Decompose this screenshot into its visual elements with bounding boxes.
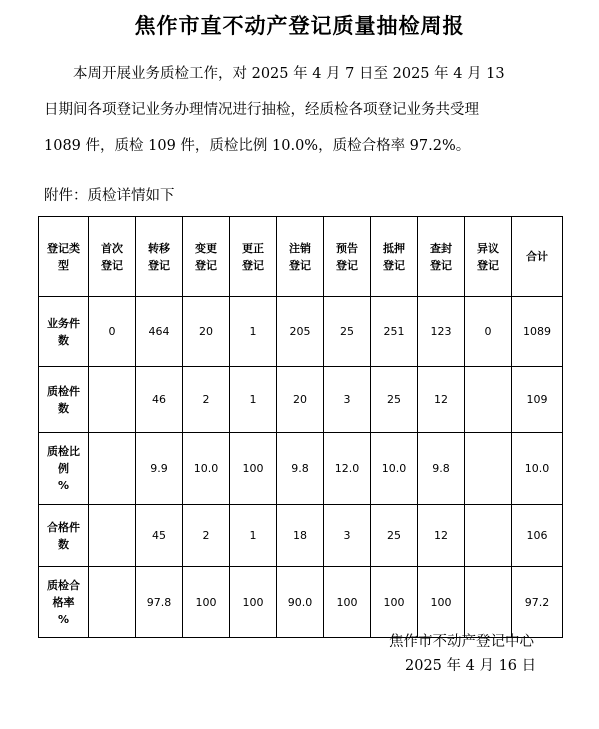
report-title: 焦作市直不动产登记质量抽检周报 — [134, 13, 465, 38]
cell-line: 注销 — [289, 241, 311, 255]
table-cell: 464 — [136, 297, 183, 367]
issuing-organization: 焦作市不动产登记中心 — [389, 634, 534, 650]
header-cell — [277, 217, 324, 297]
table-cell: 10.0 — [183, 433, 230, 505]
table-cell: 0 — [465, 297, 512, 367]
header-cell — [89, 217, 136, 297]
table-cell: 20 — [277, 367, 324, 433]
summary-line-2: 日期间各项登记业务办理情况进行抽检，经质检各项登记业务共受理 — [44, 102, 479, 118]
row-header-cell — [39, 567, 89, 638]
header-cell — [324, 217, 371, 297]
table-cell: 46 — [136, 367, 183, 433]
table-row — [39, 367, 563, 433]
table-cell: 9.8 — [277, 433, 324, 505]
cell-line: 数 — [58, 401, 69, 415]
cell-line: 登记 — [148, 258, 170, 272]
table-cell — [89, 567, 136, 638]
inspection-table — [38, 216, 563, 638]
table-cell — [89, 505, 136, 567]
cell-line: 更正 — [242, 241, 264, 255]
table-cell: 1089 — [512, 297, 563, 367]
cell-line: 变更 — [195, 241, 217, 255]
cell-line: 登记 — [289, 258, 311, 272]
header-cell-type — [39, 217, 89, 297]
table-cell — [465, 367, 512, 433]
header-cell — [136, 217, 183, 297]
row-header-cell — [39, 433, 89, 505]
table-row — [39, 505, 563, 567]
cell-line: 登记 — [383, 258, 405, 272]
cell-line: 例 — [58, 462, 69, 475]
cell-line: 质检合 — [47, 578, 80, 592]
table-cell: 123 — [418, 297, 465, 367]
summary-line-1: 本周开展业务质检工作，对 2025 年 4 月 7 日至 2025 年 4 月 13 — [73, 66, 505, 82]
table-cell: 3 — [324, 367, 371, 433]
table-cell: 100 — [324, 567, 371, 638]
table-cell: 100 — [230, 433, 277, 505]
table-cell: 2 — [183, 367, 230, 433]
cell-line: 业务件 — [47, 316, 80, 330]
cell-line: % — [57, 479, 70, 492]
cell-line: 登记 — [242, 258, 264, 272]
table-cell: 97.2 — [512, 567, 563, 638]
table-cell: 10.0 — [371, 433, 418, 505]
header-cell — [230, 217, 277, 297]
table-cell: 100 — [371, 567, 418, 638]
table-cell: 90.0 — [277, 567, 324, 638]
cell-line: 抵押 — [383, 241, 405, 255]
cell-line: 转移 — [148, 241, 170, 255]
table-cell — [465, 433, 512, 505]
cell-line: 登记 — [101, 258, 123, 272]
table-cell: 205 — [277, 297, 324, 367]
cell-line: 数 — [58, 333, 69, 347]
table-cell: 97.8 — [136, 567, 183, 638]
table-cell: 109 — [512, 367, 563, 433]
table-cell: 12.0 — [324, 433, 371, 505]
table-cell: 100 — [183, 567, 230, 638]
cell-line: 登记 — [336, 258, 358, 272]
cell-line: 型 — [58, 258, 69, 272]
header-cell — [512, 217, 563, 297]
table-cell: 251 — [371, 297, 418, 367]
table-cell: 12 — [418, 505, 465, 567]
cell-line: 登记 — [477, 258, 499, 272]
table-cell: 1 — [230, 297, 277, 367]
issue-date: 2025 年 4 月 16 日 — [405, 658, 537, 674]
table-cell: 9.8 — [418, 433, 465, 505]
table-cell — [465, 505, 512, 567]
cell-line: 首次 — [101, 241, 123, 255]
table-cell — [465, 567, 512, 638]
cell-line: 登记 — [195, 258, 217, 272]
cell-line: 合计 — [526, 250, 548, 263]
header-cell — [371, 217, 418, 297]
table-cell: 25 — [324, 297, 371, 367]
cell-line: 格率 — [52, 595, 75, 609]
table-cell — [89, 367, 136, 433]
cell-line: 合格件 — [47, 520, 80, 534]
row-header-cell — [39, 505, 89, 567]
header-cell — [418, 217, 465, 297]
row-header-cell — [39, 367, 89, 433]
attachment-note: 附件：质检详情如下 — [44, 188, 175, 204]
table-cell: 0 — [89, 297, 136, 367]
table-cell: 18 — [277, 505, 324, 567]
table-header-row — [39, 217, 563, 297]
cell-line: 数 — [58, 537, 69, 551]
cell-line: 质检件 — [47, 384, 80, 398]
cell-line: 查封 — [430, 241, 452, 255]
table-cell: 106 — [512, 505, 563, 567]
cell-line: 质检比 — [47, 445, 80, 458]
table-cell: 1 — [230, 505, 277, 567]
table-cell: 25 — [371, 505, 418, 567]
table-row — [39, 297, 563, 367]
table-cell: 20 — [183, 297, 230, 367]
table-row — [39, 567, 563, 638]
table-cell: 100 — [230, 567, 277, 638]
table-cell: 9.9 — [136, 433, 183, 505]
summary-line-3: 1089 件，质检 109 件，质检比例 10.0%，质检合格率 97.2%。 — [44, 138, 471, 154]
table-cell — [89, 433, 136, 505]
table-cell: 25 — [371, 367, 418, 433]
table-cell: 12 — [418, 367, 465, 433]
header-cell — [183, 217, 230, 297]
cell-line: % — [57, 612, 70, 626]
table-cell: 1 — [230, 367, 277, 433]
row-header-cell — [39, 297, 89, 367]
cell-line: 预告 — [336, 241, 358, 255]
cell-line: 登记类 — [47, 241, 80, 255]
table-cell: 3 — [324, 505, 371, 567]
cell-line: 登记 — [430, 258, 452, 272]
summary-paragraph — [44, 56, 564, 164]
header-cell — [465, 217, 512, 297]
table-row — [39, 433, 563, 505]
table-cell: 45 — [136, 505, 183, 567]
table-cell: 2 — [183, 505, 230, 567]
table-cell: 10.0 — [512, 433, 563, 505]
cell-line: 异议 — [477, 241, 499, 255]
table-cell: 100 — [418, 567, 465, 638]
